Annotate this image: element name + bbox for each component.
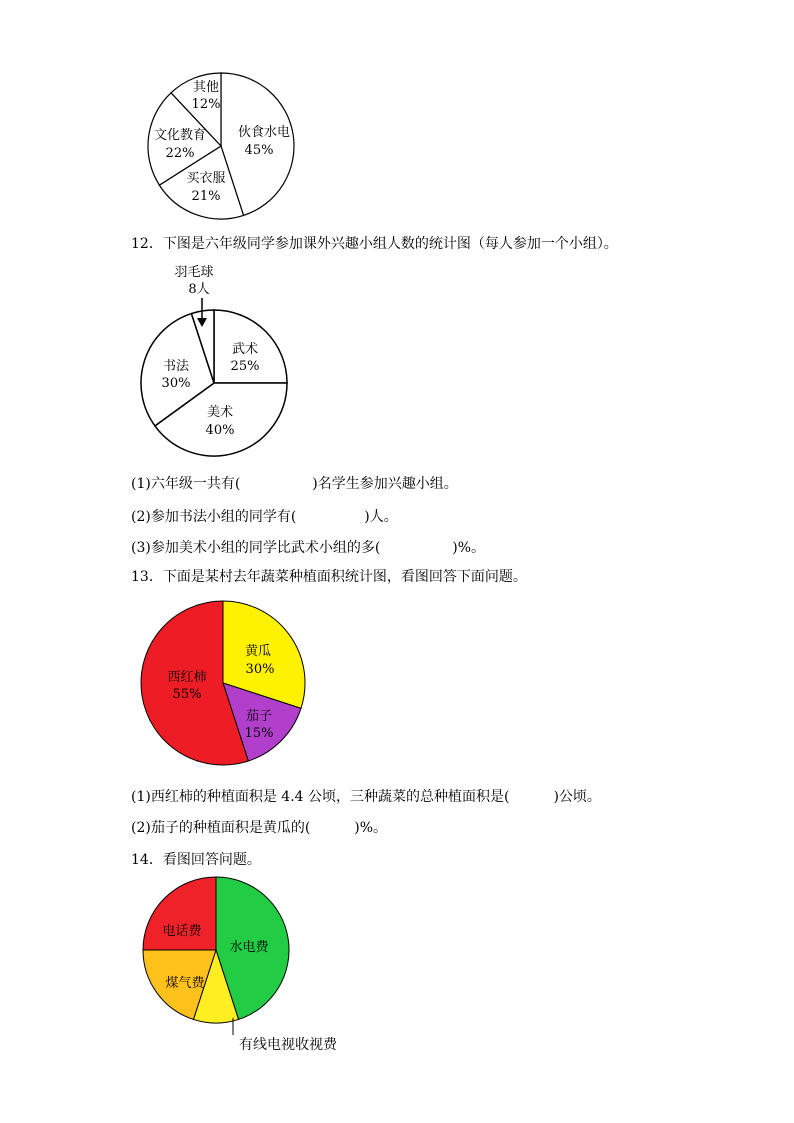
q14-label-water-electric: 水电费 — [229, 940, 269, 955]
q13-sub1: (1)西红柿的种植面积是 4.4 公顷，三种蔬菜的总种植面积是( )公顷。 — [131, 789, 601, 805]
q13-label-eggplant: 茄子 — [245, 709, 273, 724]
vegetable-area-pie-chart — [135, 595, 315, 770]
q14-callout-label: 有线电视收视费 — [239, 1037, 337, 1053]
q12-pct-shufa: 30% — [161, 376, 191, 391]
q12-label-shufa: 书法 — [162, 359, 190, 374]
pie1-pct-clothes: 21% — [191, 189, 221, 204]
q14-slice-phone — [143, 877, 216, 950]
q14-prompt: 14．看图回答问题。 — [131, 852, 261, 868]
q12-sub1: (1)六年级一共有( )名学生参加兴趣小组。 — [131, 476, 458, 492]
pie1-label-education: 文化教育 — [153, 128, 207, 143]
q12-sub2: (2)参加书法小组的同学有( )人。 — [131, 509, 398, 525]
q14-label-gas: 煤气费 — [165, 976, 205, 991]
pie1-pct-food: 45% — [244, 143, 274, 158]
q13-label-tomato: 西红柿 — [167, 670, 207, 685]
q12-pct-wushu: 25% — [230, 359, 260, 374]
household-expense-pie-chart — [135, 870, 365, 1060]
q12-callout-value: 8人 — [188, 282, 210, 297]
q12-label-wushu: 武术 — [231, 342, 259, 357]
q13-pct-eggplant: 15% — [244, 726, 274, 741]
q13-pct-tomato: 55% — [172, 687, 202, 702]
q14-label-phone: 电话费 — [162, 924, 202, 939]
pie1-pct-other: 12% — [191, 97, 221, 112]
q12-label-meishu: 美术 — [206, 405, 234, 420]
q12-pct-meishu: 40% — [205, 423, 235, 438]
interest-group-pie-chart — [128, 260, 298, 462]
q13-label-cucumber: 黄瓜 — [244, 644, 272, 659]
expense-pie-chart — [140, 66, 310, 226]
q12-callout-label: 羽毛球 — [174, 265, 214, 280]
pie1-label-clothes: 买衣服 — [186, 171, 226, 186]
pie1-label-food: 伙食水电 — [237, 125, 291, 140]
q12-sub3: (3)参加美术小组的同学比武术小组的多( )%。 — [131, 540, 486, 556]
pie1-pct-education: 22% — [165, 146, 195, 161]
q13-pct-cucumber: 30% — [245, 662, 275, 677]
q13-prompt: 13．下面是某村去年蔬菜种植面积统计图，看图回答下面问题。 — [131, 569, 527, 585]
q13-sub2: (2)茄子的种植面积是黄瓜的( )%。 — [131, 820, 388, 836]
pie1-label-other: 其他 — [192, 80, 220, 95]
q12-prompt: 12．下图是六年级同学参加课外兴趣小组人数的统计图（每人参加一个小组）。 — [131, 236, 618, 252]
